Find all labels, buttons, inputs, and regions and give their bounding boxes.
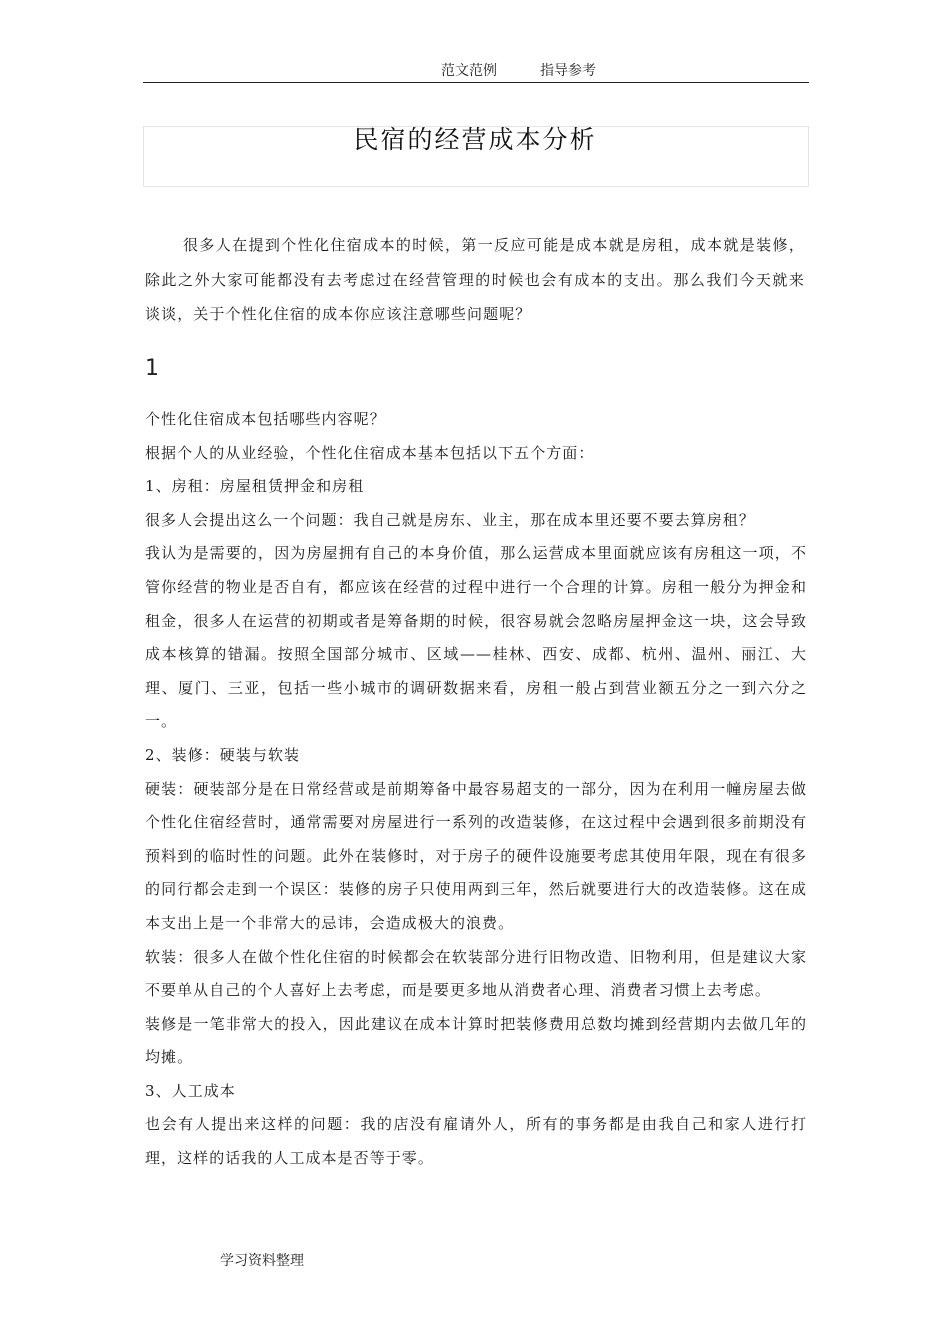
intro-paragraph: 很多人在提到个性化住宿成本的时候，第一反应可能是成本就是房租，成本就是装修，除此之外大家可能都没有去考虑过在经营管理的时候也会有成本的支出。那么我们今天就来谈谈，关于个性化住宿的成本你应该注意哪些问题呢？ — [145, 236, 805, 323]
page-header — [143, 60, 809, 82]
header-left-text: 范文范例 — [441, 63, 497, 79]
body-text — [145, 403, 807, 1176]
paragraph: 也会有人提出来这样的问题：我的店没有雇请外人，所有的事务都是由我自己和家人进行打理，这样的话我的人工成本是否等于零。 — [145, 1115, 807, 1168]
subheading-labor: 3、人工成本 — [145, 1081, 236, 1100]
header-right-text: 指导参考 — [540, 63, 596, 79]
subheading-rent: 1、房租：房屋租赁押金和房租 — [145, 477, 365, 496]
section-number: 1 — [145, 356, 159, 381]
subheading-decoration: 2、装修：硬装与软装 — [145, 745, 301, 764]
paragraph: 我认为是需要的，因为房屋拥有自己的本身价值，那么运营成本里面就应该有房租这一项，不管你经营的物业是否自有，都应该在经营的过程中进行一个合理的计算。房租一般分为押金和租金，很多人在运营的初期或者是筹备期的时候，很容易就会忽略房屋押金这一块，这会导致成本核算的错漏。按照全国部分城市、区域——桂林、西安、成都、杭州、温州、丽江、大理、厦门、三亚，包括一些小城市的调研数据来看，房租一般占到营业额五分之一到六分之一。 — [145, 544, 807, 731]
paragraph: 硬装：硬装部分是在日常经营或是前期筹备中最容易超支的一部分，因为在利用一幢房屋去做个性化住宿经营时，通常需要对房屋进行一系列的改造装修，在这过程中会遇到很多前期没有预料到的临时性的问题。此外在装修时，对于房子的硬件设施要考虑其使用年限，现在有很多的同行都会走到一个误区：装修的房子只使用两到三年，然后就要进行大的改造装修。这在成本支出上是一个非常大的忌讳，会造成极大的浪费。 — [145, 779, 807, 932]
paragraph: 根据个人的从业经验，个性化住宿成本基本包括以下五个方面： — [145, 443, 595, 462]
header-rule — [143, 82, 809, 83]
paragraph: 装修是一笔非常大的投入，因此建议在成本计算时把装修费用总数均摊到经营期内去做几年的均摊。 — [145, 1014, 807, 1067]
paragraph: 软装：很多人在做个性化住宿的时候都会在软装部分进行旧物改造、旧物利用，但是建议大家不要单从自己的个人喜好上去考虑，而是要更多地从消费者心理、消费者习惯上去考虑。 — [145, 947, 807, 1000]
question-line: 个性化住宿成本包括哪些内容呢？ — [145, 410, 386, 428]
page-footer: 学习资料整理 — [220, 1253, 304, 1269]
document-title: 民宿的经营成本分析 — [353, 125, 597, 154]
paragraph: 很多人会提出这么一个问题：我自己就是房东、业主，那在成本里还要不要去算房租？ — [145, 510, 755, 529]
